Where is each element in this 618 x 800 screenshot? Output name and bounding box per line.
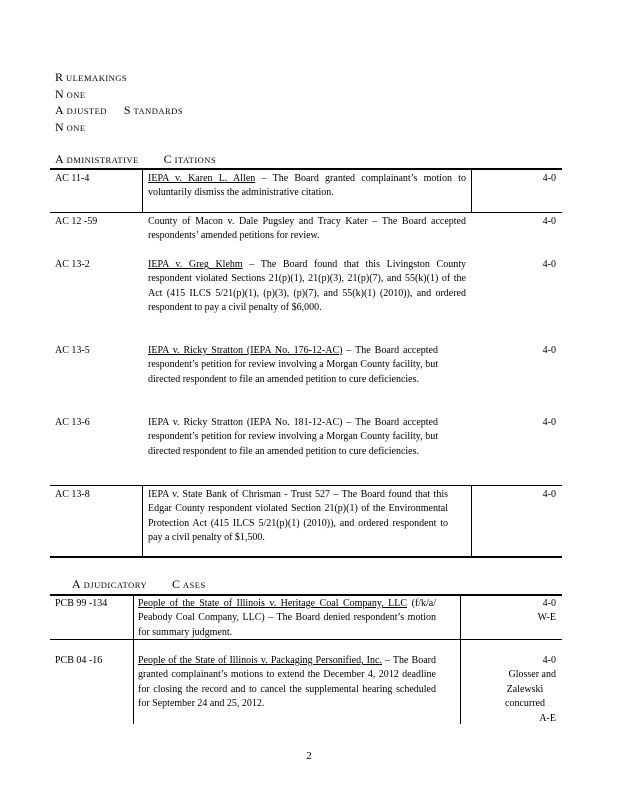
table-row-description: People of the State of Illinois v. Packaging Personified, Inc. – The Board granted complainant’s motions to extend the December 4, 2012 deadline for closing the record and to cancel the supplemental hearing scheduled for September 24 and 25, 2012.: [138, 655, 436, 710]
case-title: IEPA v. Karen L. Allen: [148, 173, 256, 184]
table-row-case-number: AC 13-6: [55, 417, 90, 428]
table-row-description: IEPA v. Ricky Stratton (IEPA No. 176-12-AC) – The Board accepted respondent’s petition for review involving a Morgan County facility, but directed respondent to file an amended petition to cure deficiencies.: [148, 345, 438, 385]
table-row-description: County of Macon v. Dale Pugsley and Tracy Kater – The Board accepted respondents’ amended petitions for review.: [148, 216, 466, 242]
adjudicatory-cases-heading: A DJUDICATORY C ASES: [72, 577, 206, 591]
table-row-vote: 4-0: [542, 259, 556, 270]
table-row-vote: 4-0 Glosser and Zalewski concurred A-E: [505, 655, 556, 724]
case-title: People of the State of Illinois v. Heritage Coal Company, LLC: [138, 598, 408, 609]
table-row-rule: [50, 212, 562, 213]
table-row-vote: 4-0: [542, 345, 556, 356]
table-row-vote: 4-0: [542, 417, 556, 428]
table-row-case-number: AC 11-4: [55, 173, 90, 184]
table-row-vote: 4-0: [542, 489, 556, 500]
table-row-case-number: AC 13-2: [55, 259, 90, 270]
page-number: 2: [306, 750, 312, 762]
table-row-rule: [50, 485, 562, 486]
table-row-description: IEPA v. Greg Klehm – The Board found that this Livingston County respondent violated Sections 21(p)(1), 21(p)(3), 21(p)(7), and 55(k)(1) of the Act (415 ILCS 5/21(p)(1), (p)(3), (p)(7), and 55(k)(1) (2010)), and ordered respondent to pay a civil penalty of $6,000.: [148, 259, 466, 314]
table-row-case-number: AC 13-8: [55, 489, 90, 500]
table-row-description: IEPA v. State Bank of Chrisman - Trust 527 – The Board found that this Edgar County respondent violated Section 21(p)(1) of the Environmental Protection Act (415 ILCS 5/21(p)(1) (2010)), and ordered respondent to pay a civil penalty of $1,500.: [148, 489, 448, 544]
rulemakings-heading: R ULEMAKINGS: [55, 70, 128, 84]
table-row-description: IEPA v. Ricky Stratton (IEPA No. 181-12-AC) – The Board accepted respondent’s petition for review involving a Morgan County facility, but directed respondent to file an amended petition to cure deficiencies.: [148, 417, 438, 457]
table-column-rule: [142, 486, 143, 557]
case-title: IEPA v. Ricky Stratton (IEPA No. 176-12-AC): [148, 345, 343, 356]
table-top-rule: [50, 168, 562, 170]
case-title: People of the State of Illinois v. Packaging Personified, Inc.: [138, 655, 382, 666]
table-top-rule: [50, 594, 562, 596]
rulemakings-none: N ONE: [55, 87, 86, 101]
table-column-rule: [142, 169, 143, 213]
table-column-rule: [471, 486, 472, 557]
table-row-vote: 4-0 W-E: [537, 598, 556, 624]
table-row-case-number: AC 13-5: [55, 345, 90, 356]
table-column-rule: [460, 595, 461, 724]
adjusted-standards-none: N ONE: [55, 120, 86, 134]
table-row-vote: 4-0: [542, 173, 556, 184]
table-row-vote: 4-0: [542, 216, 556, 227]
table-row-case-number: PCB 04 -16: [55, 655, 103, 666]
table-bottom-rule: [50, 556, 562, 558]
table-row-case-number: AC 12 -59: [55, 216, 98, 227]
table-row-description: IEPA v. Karen L. Allen – The Board granted complainant’s motion to voluntarily dismiss the administrative citation.: [148, 173, 466, 199]
table-row-description: People of the State of Illinois v. Heritage Coal Company, LLC (f/k/a/ Peabody Coal Company, LLC) – The Board denied respondent’s motion for summary judgment.: [138, 598, 437, 638]
adjusted-standards-heading: A DJUSTED S TANDARDS: [55, 103, 184, 117]
case-title: IEPA v. Greg Klehm: [148, 259, 243, 270]
table-column-rule: [133, 595, 134, 724]
table-row-case-number: PCB 99 -134: [55, 598, 108, 609]
administrative-citations-heading: A DMINISTRATIVE C ITATIONS: [55, 152, 217, 166]
table-column-rule: [471, 169, 472, 213]
